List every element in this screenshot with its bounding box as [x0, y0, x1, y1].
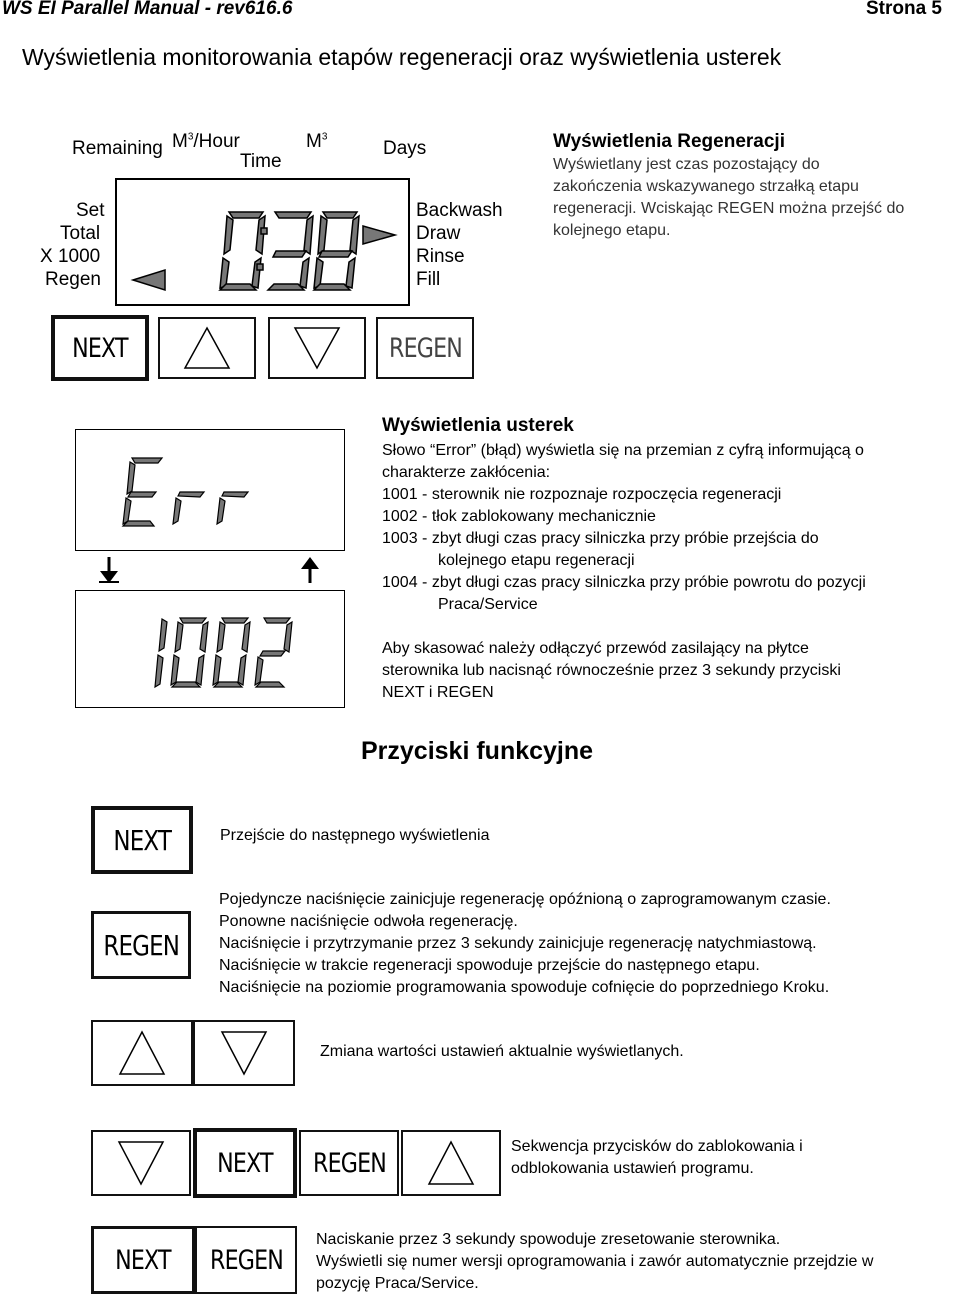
label-set: Set — [76, 200, 105, 221]
label-x1000: X 1000 — [40, 246, 101, 267]
arrow-up-indicator — [298, 555, 322, 590]
fn-reset-line: pozycję Praca/Service. — [316, 1275, 479, 1292]
fn-arrows-desc: Zmiana wartości ustawień aktualnie wyświetlanych. — [320, 1043, 684, 1060]
error-code-1004: 1004 - zbyt długi czas pracy silniczka przy próbie powrotu do pozycji — [382, 574, 866, 591]
page-number: Strona 5 — [865, 0, 942, 19]
regen-info — [553, 131, 958, 242]
up-arrow-icon — [182, 325, 232, 371]
up-arrow-icon — [426, 1139, 476, 1187]
fn-regen-line: Naciśnięcie na poziomie programowania spowoduje cofnięcie do poprzedniego Kroku. — [219, 979, 830, 996]
fn-regen-desc — [219, 889, 831, 999]
error-lcd-bottom — [75, 590, 345, 708]
label-days: Days — [383, 138, 427, 159]
err-digits — [76, 430, 344, 550]
label-total: Total — [60, 223, 101, 244]
lcd-digits — [117, 180, 408, 304]
label-m3-hour: $M^3$/Hour — [172, 131, 240, 152]
down-arrow-icon — [292, 325, 342, 371]
error-info-body — [382, 440, 957, 704]
lcd-colon-bottom — [257, 264, 263, 270]
manual-header: WS EI Parallel Manual - rev616.6 — [2, 0, 293, 19]
up-button[interactable] — [158, 317, 256, 379]
regen-info-line: kolejnego etapu. — [553, 222, 671, 239]
error-reset-line: sterownika lub nacisnąć równocześnie przez 3 sekundy przyciski — [382, 662, 841, 679]
fn-down-button[interactable] — [193, 1020, 295, 1086]
fn-regen-line: Naciśnięcie i przytrzymanie przez 3 sekundy zainicjuje regenerację natychmiastową. — [219, 935, 817, 952]
label-rinse: Rinse — [416, 246, 465, 267]
fn-reset-line: Naciskanie przez 3 sekundy spowoduje zresetowanie sterownika. — [316, 1231, 781, 1248]
down-arrow-icon — [219, 1029, 269, 1077]
error-code-1003-cont: kolejnego etapu regeneracji — [438, 552, 635, 569]
fn-regen-line: Pojedyncze naciśnięcie zainicjuje regenerację opóźnioną o zaprogramowanym czasie. — [219, 891, 831, 908]
regen-button[interactable]: REGEN — [376, 317, 474, 379]
fn-up-button[interactable] — [91, 1020, 193, 1086]
label-fill: Fill — [416, 269, 441, 290]
label-time: Time — [240, 151, 282, 172]
error-code-1003: 1003 - zbyt długi czas pracy silniczka przy próbie przejścia do — [382, 530, 819, 547]
error-reset-line: NEXT i REGEN — [382, 684, 494, 701]
down-button[interactable] — [268, 317, 366, 379]
fn-next-button[interactable]: NEXT — [91, 806, 193, 874]
lcd-letter-r2 — [217, 492, 248, 524]
seq-down-button[interactable] — [91, 1130, 191, 1196]
seq-next-button[interactable]: NEXT — [193, 1128, 297, 1198]
up-arrow-icon — [117, 1029, 167, 1077]
regen-info-line: Wyświetlany jest czas pozostający do — [553, 156, 820, 173]
reset-regen-button[interactable]: REGEN — [195, 1226, 297, 1294]
lcd-letter-r1 — [173, 492, 204, 524]
reset-next-button[interactable]: NEXT — [91, 1226, 195, 1294]
label-draw: Draw — [416, 223, 461, 244]
label-regen: Regen — [45, 269, 101, 290]
fn-lock-line: Sekwencja przycisków do zablokowania i — [511, 1138, 803, 1155]
seq-up-button[interactable] — [401, 1130, 501, 1196]
error-intro-line: Słowo “Error” (błąd) wyświetla się na przemian z cyfrą informującą o — [382, 442, 864, 459]
lcd-colon-top — [261, 228, 267, 234]
down-arrow-icon — [116, 1139, 166, 1187]
regen-info-body — [553, 154, 958, 242]
error-code-1001: 1001 - sterownik nie rozpoznaje rozpoczęcia regeneracji — [382, 486, 782, 503]
indicator-arrow-left — [133, 270, 165, 290]
error-code-1002: 1002 - tłok zablokowany mechanicznie — [382, 508, 656, 525]
lcd-display — [115, 178, 410, 306]
lcd-digit-2 — [255, 618, 292, 687]
error-intro-line: charakterze zakłócenia: — [382, 464, 551, 481]
regen-info-line: zakończenia wskazywanego strzałką etapu — [553, 178, 859, 195]
lcd-digit-8 — [314, 212, 359, 290]
error-code-digits — [76, 591, 344, 707]
fn-regen-line: Ponowne naciśnięcie odwoła regenerację. — [219, 913, 518, 930]
arrow-down-indicator — [97, 555, 121, 590]
next-button[interactable]: NEXT — [51, 315, 149, 381]
fn-regen-line: Naciśnięcie w trakcie regeneracji spowoduje przejście do następnego etapu. — [219, 957, 760, 974]
fn-reset-line: Wyświetli się numer wersji oprogramowania i zawór automatycznie przejdzie w — [316, 1253, 874, 1270]
error-code-1004-cont: Praca/Service — [438, 596, 538, 613]
error-info — [382, 415, 957, 704]
lcd-digit-0 — [220, 212, 265, 290]
page-title: Wyświetlenia monitorowania etapów regeneracji oraz wyświetlenia usterek — [22, 44, 782, 70]
up-arrow-icon — [298, 555, 322, 585]
down-arrow-icon — [97, 555, 121, 585]
indicator-arrow-right — [363, 226, 395, 244]
regen-info-title: Wyświetlenia Regeneracji — [553, 131, 785, 152]
fn-regen-button[interactable]: REGEN — [91, 911, 191, 979]
label-m3: $M^3$ — [306, 131, 328, 152]
fn-lock-line: odblokowania ustawień programu. — [511, 1160, 754, 1177]
label-backwash: Backwash — [416, 200, 503, 221]
lcd-digit-0b — [213, 618, 250, 687]
lcd-digit-1 — [155, 619, 167, 687]
seq-regen-button[interactable]: REGEN — [299, 1130, 399, 1196]
error-info-title: Wyświetlenia usterek — [382, 415, 574, 436]
regen-info-line: regeneracji. Wciskając REGEN można przejść do — [553, 200, 905, 217]
error-reset-line: Aby skasować należy odłączyć przewód zasilający na płytce — [382, 640, 809, 657]
label-remaining: Remaining — [72, 138, 163, 159]
fn-next-desc: Przejście do następnego wyświetlenia — [220, 827, 490, 844]
error-lcd-top — [75, 429, 345, 551]
fn-reset-desc — [316, 1229, 956, 1295]
lcd-digit-0a — [171, 618, 208, 687]
fn-lock-desc — [511, 1136, 803, 1180]
functions-title: Przyciski funkcyjne — [361, 737, 594, 765]
lcd-letter-E — [123, 458, 162, 526]
lcd-digit-3 — [268, 212, 313, 290]
